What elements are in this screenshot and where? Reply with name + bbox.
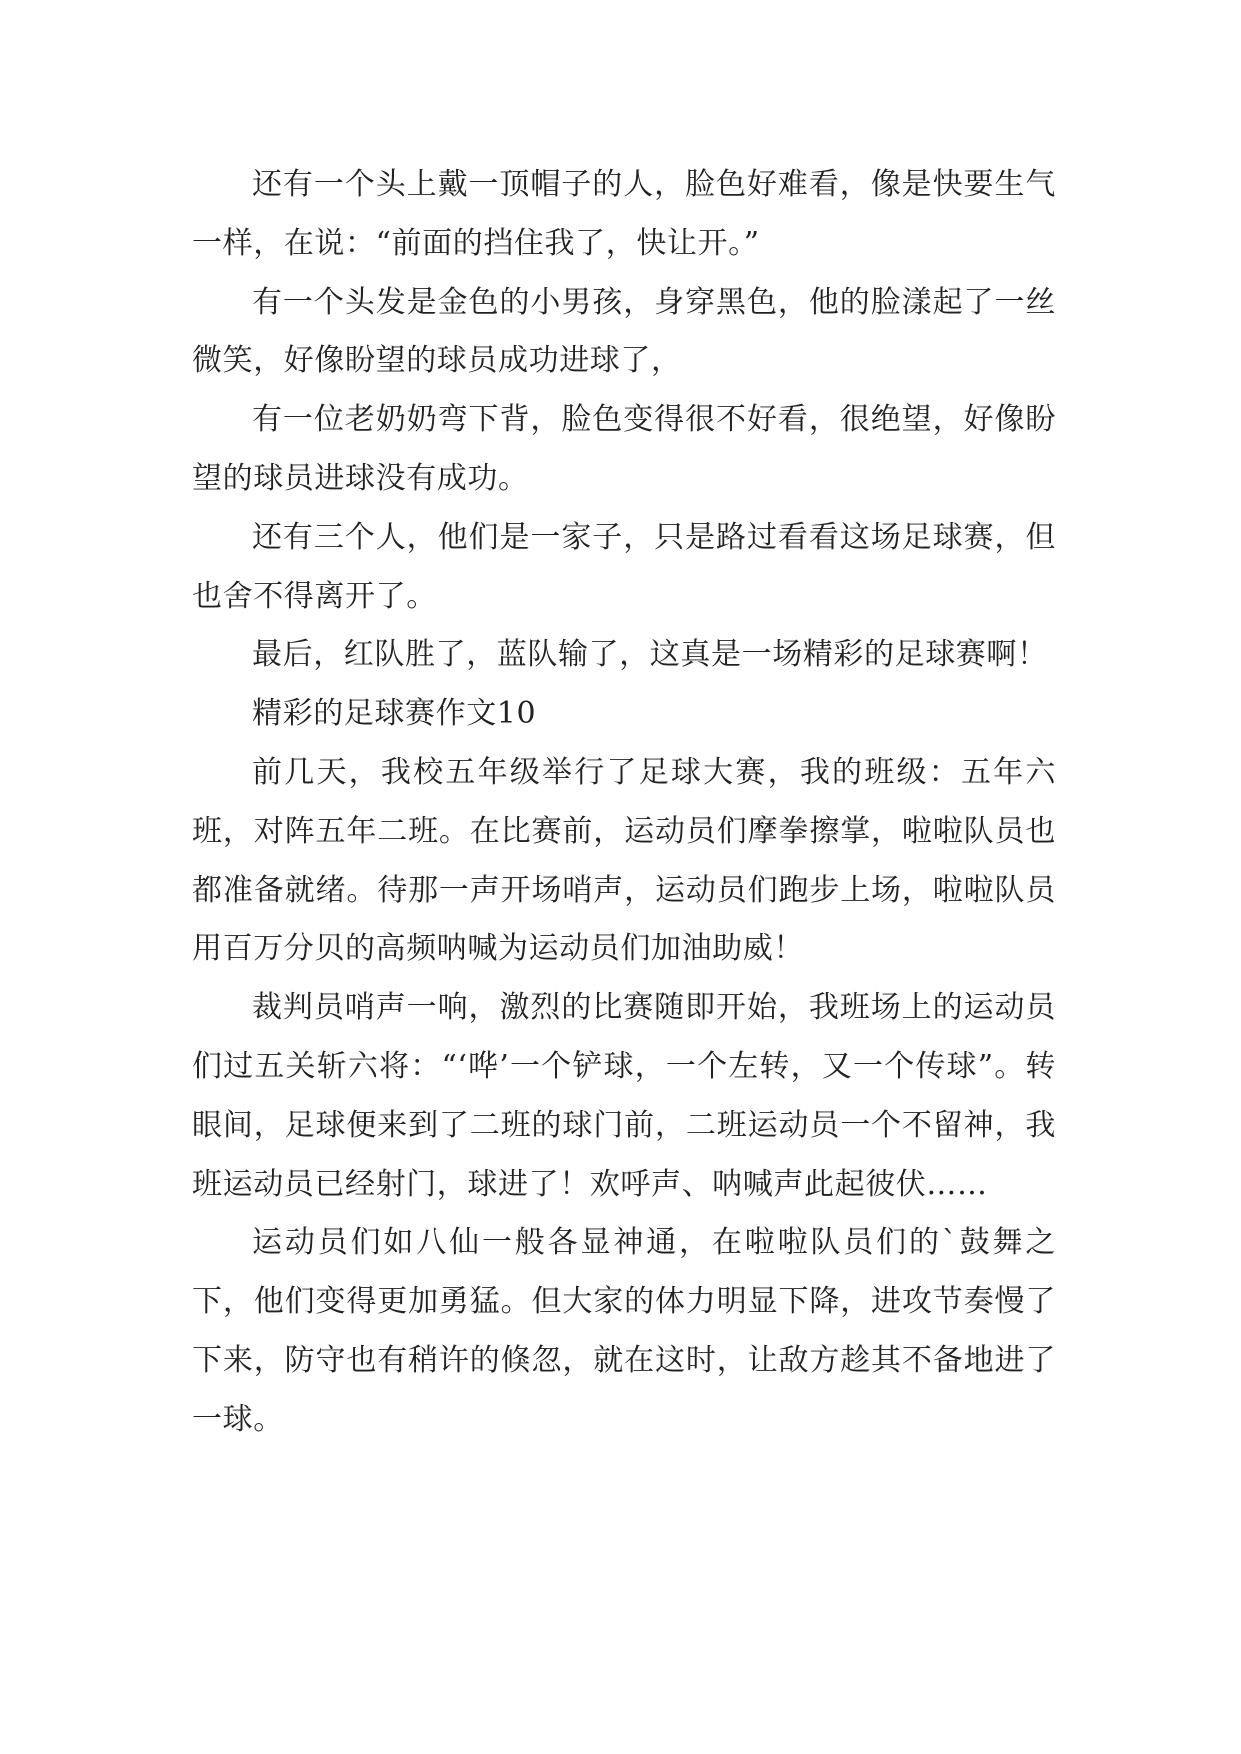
paragraph-first-goal: 裁判员哨声一响，激烈的比赛随即开始，我班场上的运动员们过五关斩六将：“‘哗’一个铲球，一个左转，又一个传球”。转眼间，足球便来到了二班的球门前，二班运动员一个不留神，我班运动员已经射门，球进了！欢呼声、呐喊声此起彼伏…… — [192, 990, 1056, 1202]
paragraph-result: 最后，红队胜了，蓝队输了，这真是一场精彩的足球赛啊！ — [252, 637, 1048, 673]
paragraph-grandmother: 有一位老奶奶弯下背，脸色变得很不好看，很绝望，好像盼望的球员进球没有成功。 — [192, 402, 1056, 496]
paragraph-match-start: 前几天，我校五年级举行了足球大赛，我的班级：五年六班，对阵五年二班。在比赛前，运动员们摩拳擦掌，啦啦队员也都准备就绪。待那一声开场哨声，运动员们跑步上场，啦啦队员用百万分贝的高频呐喊为运动员们加油助威！ — [192, 754, 1056, 967]
paragraph-family: 还有三个人，他们是一家子，只是路过看看这场足球赛，但也舍不得离开了。 — [192, 519, 1056, 614]
section-heading: 精彩的足球赛作文10 — [252, 696, 537, 732]
paragraph-blond-boy: 有一个头发是金色的小男孩，身穿黑色，他的脸漾起了一丝微笑，好像盼望的球员成功进球了， — [192, 284, 1056, 379]
document-body — [192, 156, 1056, 1450]
paragraph-hat-man: 还有一个头上戴一顶帽子的人，脸色好难看，像是快要生气一样，在说：“前面的挡住我了，快让开。” — [192, 167, 1056, 261]
paragraph-opponent-goal: 运动员们如八仙一般各显神通，在啦啦队员们的`鼓舞之下，他们变得更加勇猛。但大家的体力明显下降，进攻节奏慢了下来，防守也有稍许的倏忽，就在这时，让敌方趁其不备地进了一球。 — [192, 1225, 1056, 1437]
